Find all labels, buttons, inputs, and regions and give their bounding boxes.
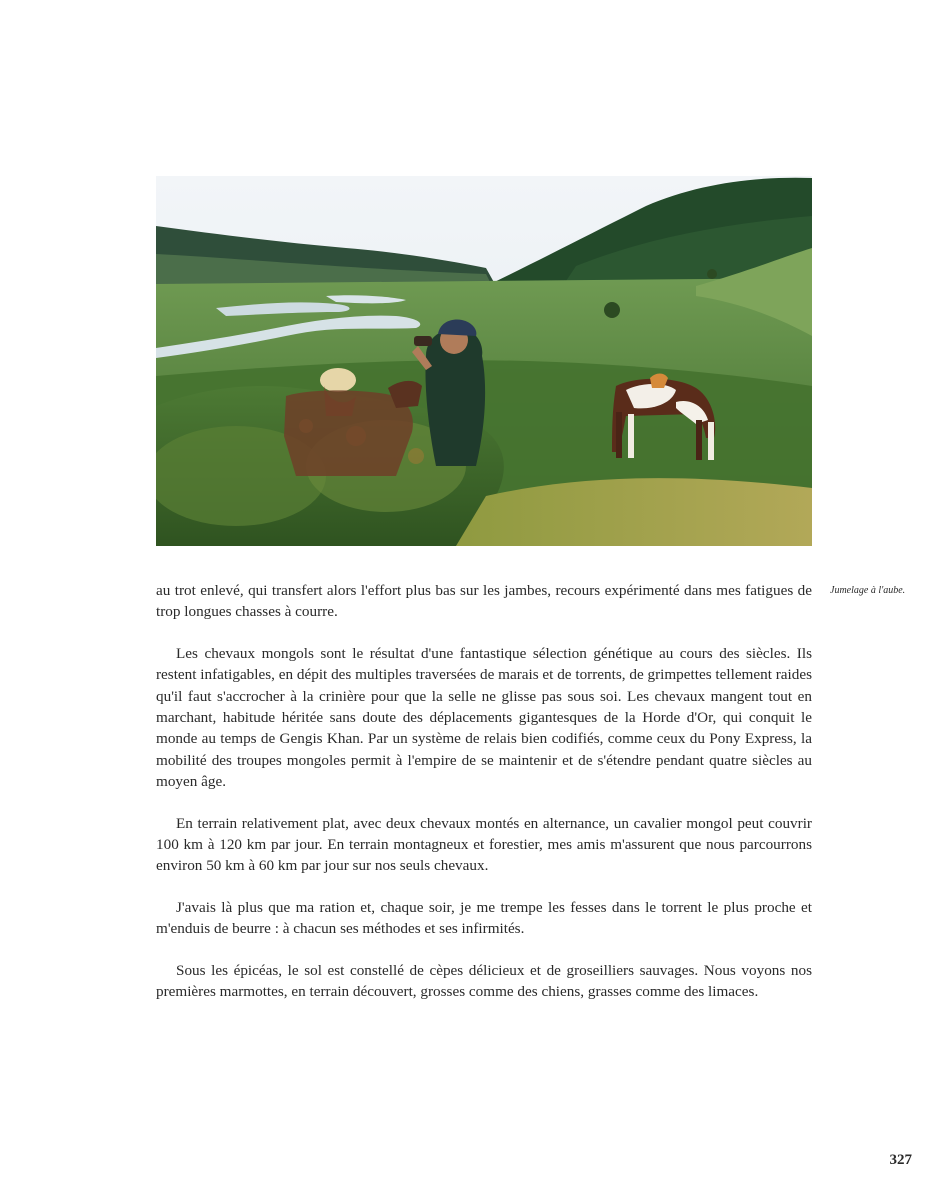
photo-caption: Jumelage à l'aube. (830, 585, 906, 596)
page-number: 327 (889, 1152, 912, 1168)
landscape-photo (156, 176, 812, 546)
paragraph: Les chevaux mongols sont le résultat d'une fantastique sélection génétique au cours des siècles. Ils restent infatigables, en dépit des multiples traversées de marais et de torrents, de grimpettes tellement raides qu'il faut s'accrocher à la crinière pour que la selle ne glisse pas sous soi. Les chevaux mangent tout en marchant, habitude héritée sans doute des déplacements gigantesques de la Horde d'Or, qui conquit le monde au temps de Gengis Khan. Par un système de relais bien codifiés, comme ceux du Pony Express, la mobilité des troupes mongoles permit à l'empire de se maintenir et de s'étendre pendant quatre siècles au moyen âge. (156, 644, 812, 791)
paragraph: En terrain relativement plat, avec deux chevaux montés en alternance, un cavalier mongol peut couvrir 100 km à 120 km par jour. En terrain montagneux et forestier, mes amis m'assurent que nous parcourrons environ 50 km à 60 km par jour sur nos seuls chevaux. (156, 814, 812, 875)
paragraph: au trot enlevé, qui transfert alors l'effort plus bas sur les jambes, recours expérimenté dans mes fatigues de trop longues chasses à courre. (156, 582, 812, 621)
paragraph: Sous les épicéas, le sol est constellé de cèpes délicieux et de groseilliers sauvages. Nous voyons nos premières marmottes, en terrain découvert, grosses comme des chiens, grasses comme des limaces. (156, 961, 812, 1001)
paragraph: J'avais là plus que ma ration et, chaque soir, je me trempe les fesses dans le torrent le plus proche et m'enduis de beurre : à chacun ses méthodes et ses infirmités. (156, 898, 812, 938)
body-text (156, 580, 812, 1023)
